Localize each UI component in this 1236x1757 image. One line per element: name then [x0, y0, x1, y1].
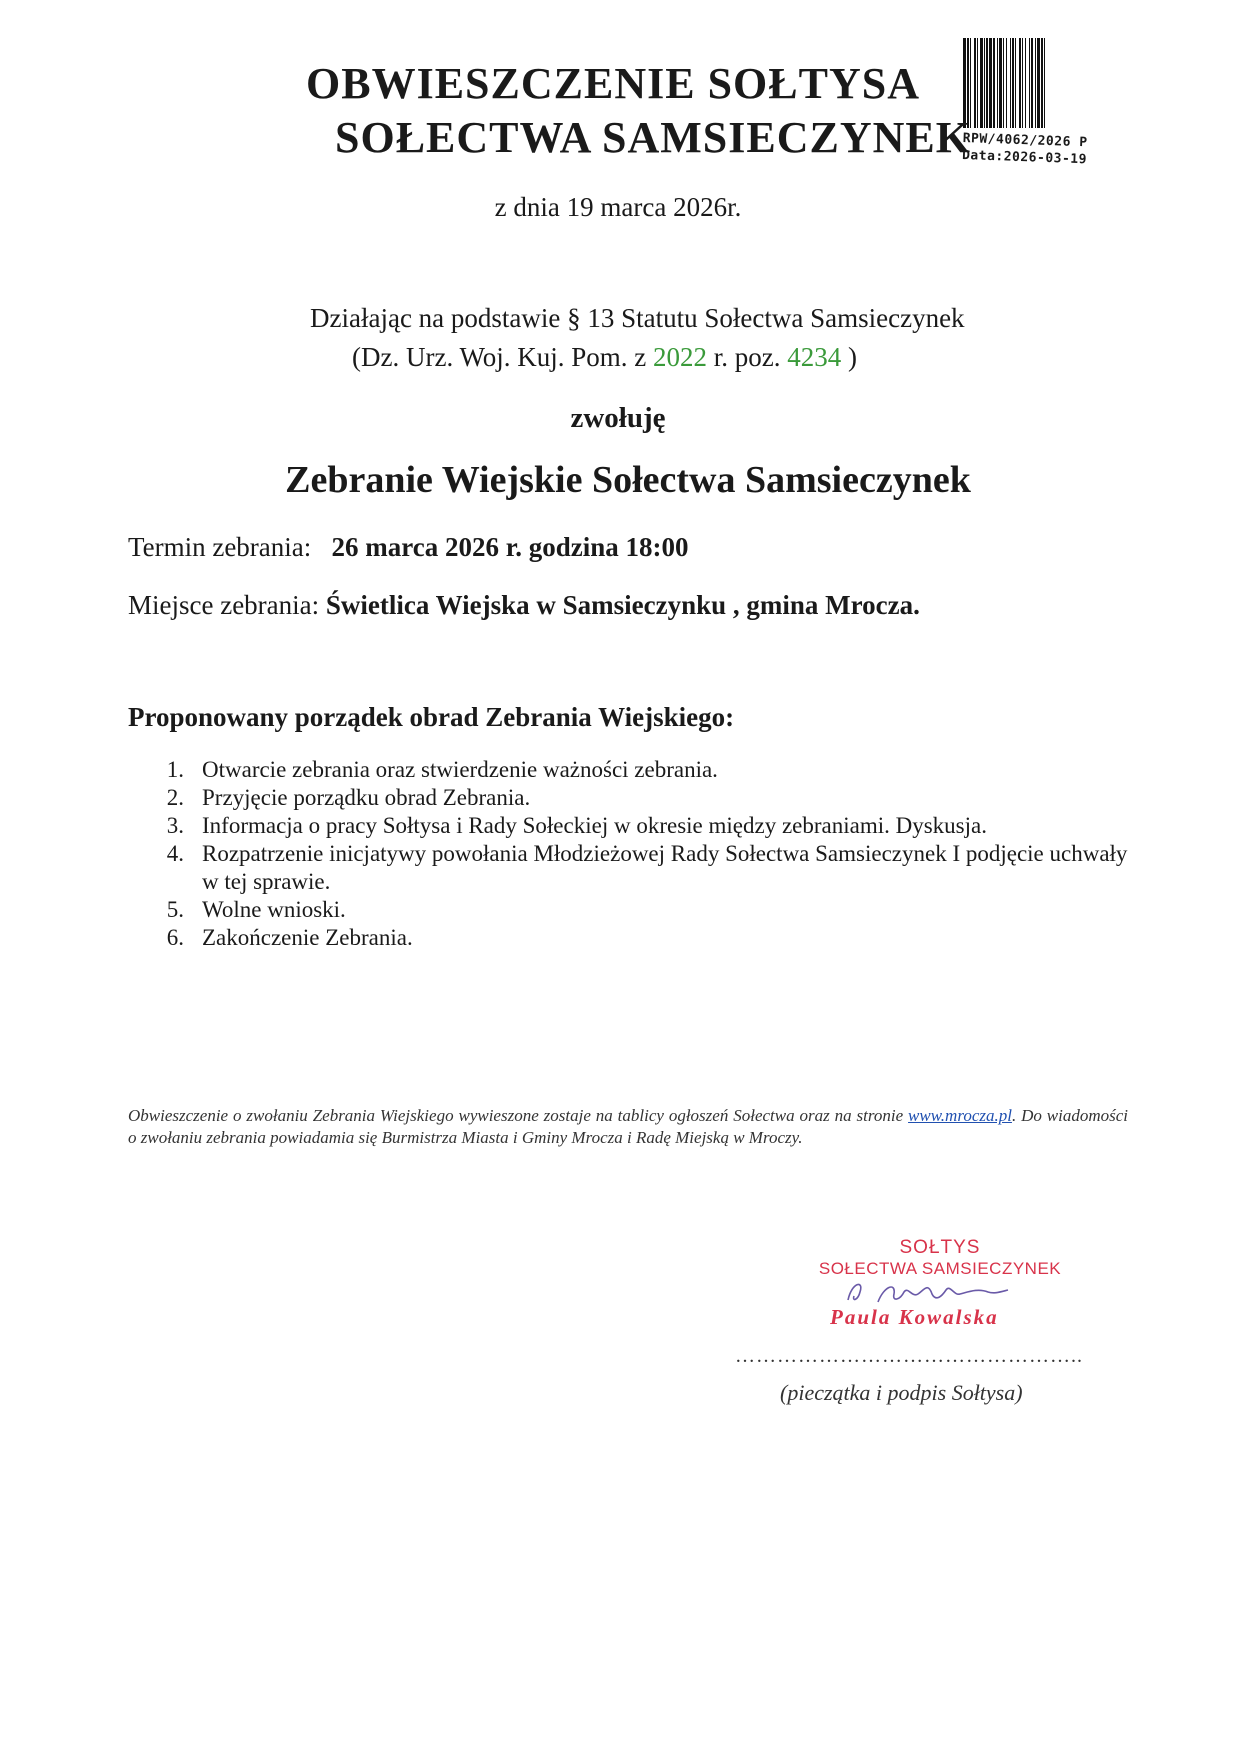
stamp-name: Paula Kowalska	[830, 1305, 999, 1329]
legal-basis-line2: (Dz. Urz. Woj. Kuj. Pom. z 2022 r. poz. 4234 )	[352, 342, 858, 372]
signature-caption: (pieczątka i podpis Sołtysa)	[780, 1380, 1023, 1405]
term-label: Termin zebrania:	[128, 532, 312, 562]
meeting-term	[128, 532, 689, 563]
agenda-title: Proponowany porządek obrad Zebrania Wiejskiego:	[128, 702, 735, 732]
document-title-line1: OBWIESZCZENIE SOŁTYSA	[306, 59, 920, 108]
term-value: 26 marca 2026 r. godzina 18:00	[331, 532, 689, 562]
legal-basis-line1: Działając na podstawie § 13 Statutu Sołectwa Samsieczynek	[310, 303, 965, 333]
document-date: z dnia 19 marca 2026r.	[494, 192, 742, 222]
legal-basis-position: 4234	[787, 342, 842, 372]
meeting-title: Zebranie Wiejskie Sołectwa Samsieczynek	[285, 459, 971, 501]
legal-basis-year: 2022	[653, 342, 708, 372]
website-link[interactable]: www.mrocza.pl	[908, 1106, 1012, 1125]
place-label: Miejsce zebrania:	[128, 590, 320, 620]
place-value: Świetlica Wiejska w Samsieczynku , gmina Mrocza.	[325, 590, 920, 620]
agenda-item: 3. Informacja o pracy Sołtysa i Rady Sołeckiej w okresie między zebraniami. Dyskusja.	[166, 813, 987, 838]
agenda-item: 1. Otwarcie zebrania oraz stwierdzenie ważności zebrania.	[166, 757, 718, 782]
agenda-item: 2. Przyjęcie porządku obrad Zebrania.	[166, 785, 531, 810]
footer-note: Obwieszczenie o zwołaniu Zebrania Wiejskiego wywieszone zostaje na tablicy ogłoszeń Sołectwa oraz na stronie www.mrocza.pl. Do wiadomości o zwołaniu zebrania powiadamia się Burmistrza Miasta i Gminy Mrocza i Radę Miejską w Mroczy.	[128, 1106, 1129, 1147]
agenda-item: 5. Wolne wnioski.	[166, 897, 346, 922]
barcode-date: Data:2026-03-19	[961, 147, 1088, 168]
document-title-line2: SOŁECTWA SAMSIECZYNEK	[335, 113, 971, 162]
meeting-place	[128, 590, 920, 621]
agenda-item: 6. Zakończenie Zebrania.	[166, 925, 413, 950]
stamp-line1: SOŁTYS	[899, 1237, 981, 1258]
convene-word: zwołuję	[570, 402, 666, 434]
stamp-line2: SOŁECTWA SAMSIECZYNEK	[818, 1259, 1062, 1278]
signature-line: …………………………………………..	[735, 1345, 1083, 1367]
agenda-item: 4. Rozpatrzenie inicjatywy powołania Młodzieżowej Rady Sołectwa Samsieczynek I podjęcie uchwały w tej sprawie.	[166, 841, 1128, 894]
barcode-reference: RPW/4062/2026 P	[962, 130, 1088, 151]
agenda-list	[160, 756, 1140, 952]
